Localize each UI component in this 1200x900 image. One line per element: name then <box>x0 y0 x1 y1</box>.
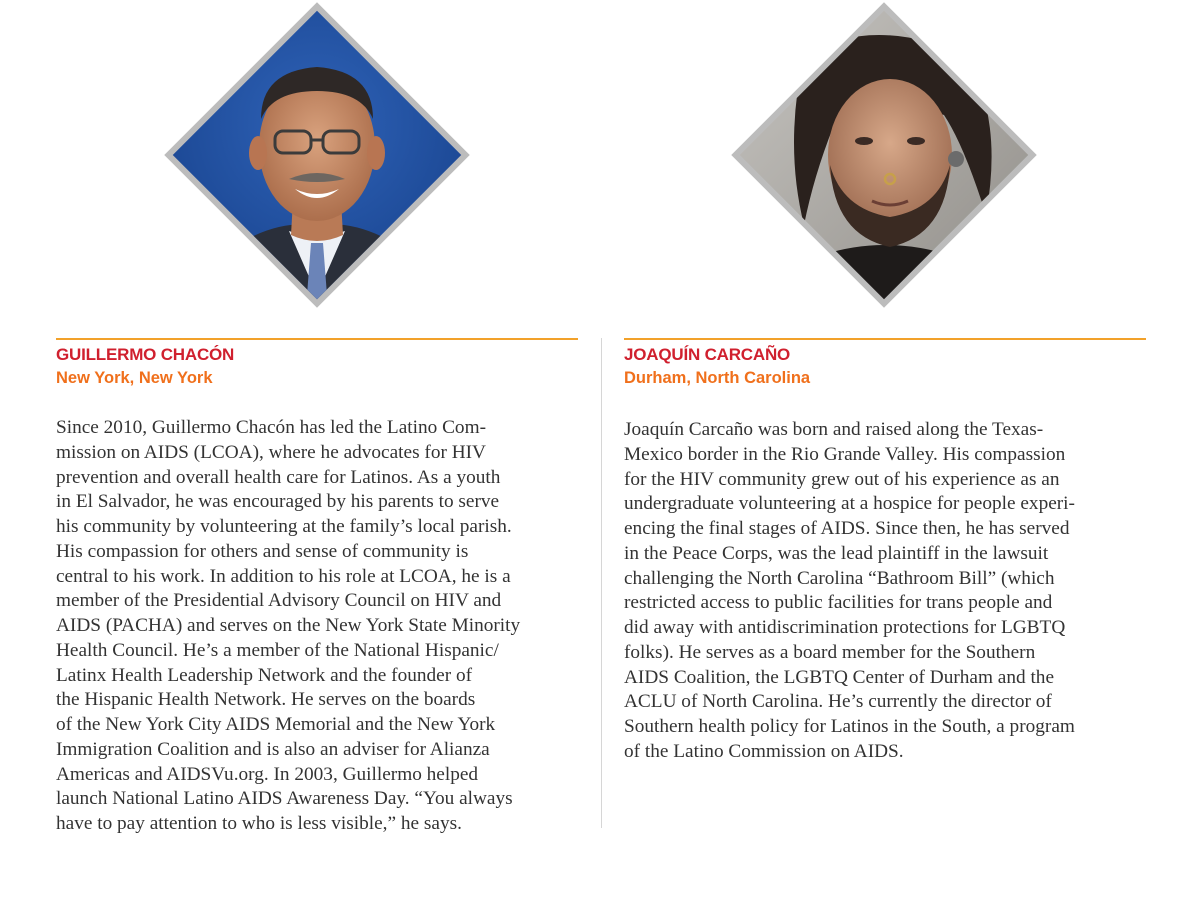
person-portrait-icon <box>740 11 1028 299</box>
bio-line: mission on AIDS (LCOA), where he advocates for HIV <box>56 441 486 463</box>
bio-line: the Hispanic Health Network. He serves on the boards <box>56 689 476 711</box>
bio-line: in El Salvador, he was encouraged by his parents to serve <box>56 491 500 513</box>
profile-location-joaquin: Durham, North Carolina <box>624 369 811 387</box>
column-divider <box>601 338 602 828</box>
bio-line: launch National Latino AIDS Awareness Day. “You always <box>56 788 513 810</box>
bio-line: Southern health policy for Latinos in the South, a program <box>624 716 1075 737</box>
bio-line: prevention and overall health care for Latinos. As a youth <box>56 466 501 488</box>
bio-line: Health Council. He’s a member of the National Hispanic/ <box>56 639 499 661</box>
bio-line: restricted access to public facilities for trans people and <box>624 592 1053 614</box>
joaquin-carcano-photo <box>731 2 1036 307</box>
bio-line: undergraduate volunteering at a hospice for people experi- <box>624 493 1075 515</box>
left-header-rule <box>56 338 578 340</box>
bio-line: of the Latino Commission on AIDS. <box>624 740 904 762</box>
profile-location-guillermo: New York, New York <box>56 369 213 387</box>
profile-bio-joaquin <box>624 418 1075 765</box>
bio-line: Mexico border in the Rio Grande Valley. His compassion <box>624 443 1066 465</box>
bio-line: of the New York City AIDS Memorial and the New York <box>56 714 496 735</box>
bio-line: Joaquín Carcaño was born and raised along the Texas- <box>624 419 1044 440</box>
bio-line: member of the Presidential Advisory Council on HIV and <box>56 590 502 612</box>
bio-line: challenging the North Carolina “Bathroom Bill” (which <box>624 567 1055 589</box>
bio-line: AIDS Coalition, the LGBTQ Center of Durham and the <box>624 666 1054 688</box>
profile-name-joaquin: JOAQUÍN CARCAÑO <box>624 345 791 364</box>
profile-bio-guillermo <box>56 416 520 837</box>
bio-line: AIDS (PACHA) and serves on the New York State Minority <box>56 615 521 636</box>
bio-line: central to his work. In addition to his role at LCOA, he is a <box>56 565 511 587</box>
bio-line: Since 2010, Guillermo Chacón has led the Latino Com- <box>56 417 486 438</box>
profile-name-guillermo: GUILLERMO CHACÓN <box>56 345 235 364</box>
bio-line: did away with antidiscrimination protections for LGBTQ <box>624 617 1066 638</box>
bio-line: His compassion for others and sense of community is <box>56 540 469 562</box>
bio-line: folks). He serves as a board member for the Southern <box>624 641 1036 663</box>
bio-line: his community by volunteering at the family’s local parish. <box>56 516 512 537</box>
bio-line: have to pay attention to who is less visible,” he says. <box>56 813 462 834</box>
guillermo-chacon-photo <box>164 2 469 307</box>
person-portrait-icon <box>173 11 461 299</box>
bio-line: in the Peace Corps, was the lead plaintiff in the lawsuit <box>624 542 1049 564</box>
bio-line: encing the final stages of AIDS. Since then, he has served <box>624 518 1070 539</box>
bio-line: for the HIV community grew out of his experience as an <box>624 468 1060 490</box>
bio-line: ACLU of North Carolina. He’s currently the director of <box>624 691 1052 713</box>
bio-line: Latinx Health Leadership Network and the founder of <box>56 664 473 686</box>
bio-line: Immigration Coalition and is also an adviser for Alianza <box>56 738 490 760</box>
bio-line: Americas and AIDSVu.org. In 2003, Guillermo helped <box>56 763 479 785</box>
right-header-rule <box>624 338 1146 340</box>
